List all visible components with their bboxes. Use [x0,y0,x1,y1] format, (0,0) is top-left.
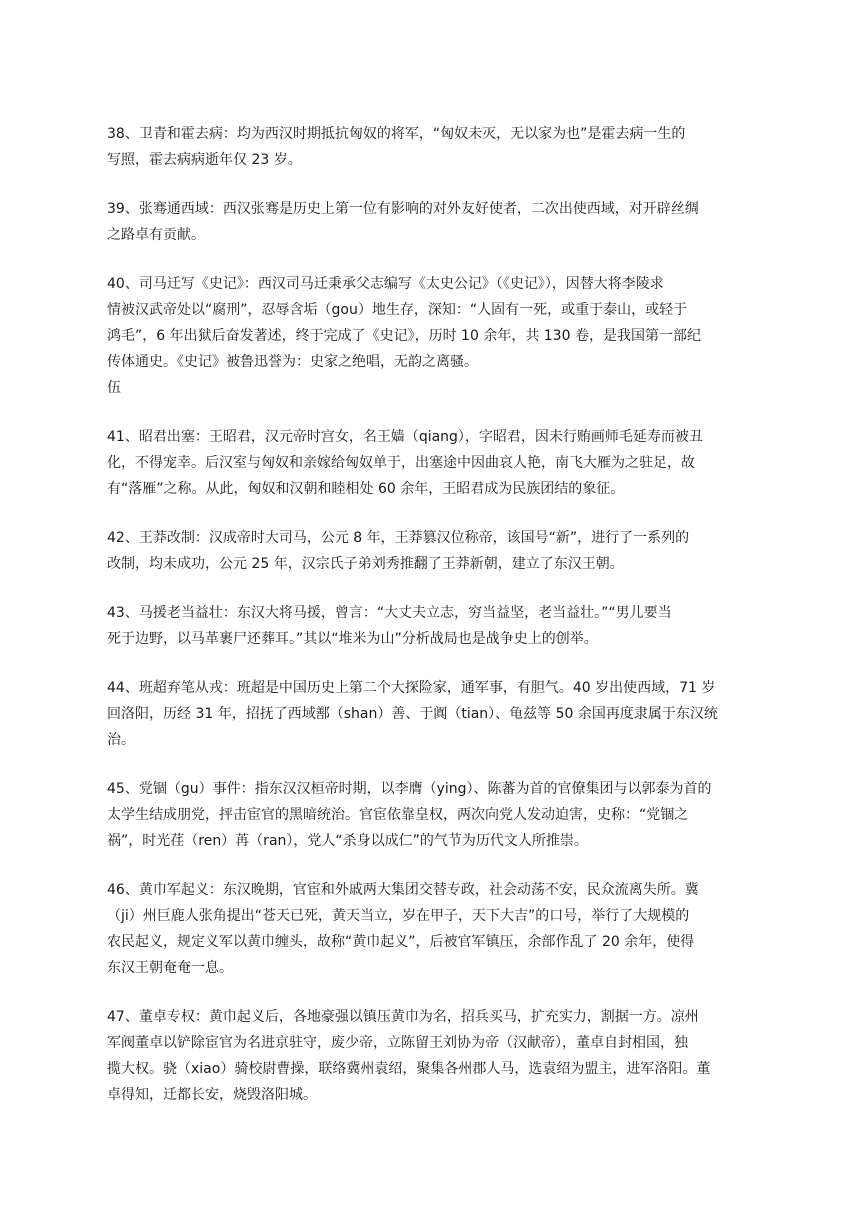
document-body [107,121,757,1131]
entry-line: 东汉王朝奄奄一息。 [107,960,233,976]
entry-47 [107,1004,757,1108]
stray-character: 伍 [107,380,121,396]
entry-line: 卓得知，迁都长安，烧毁洛阳城。 [107,1087,317,1103]
entry-line: 农民起义，规定义军以黄巾缠头，故称“黄巾起义”，后被官军镇压，余部作乱了 20 余年，使得 [107,934,695,950]
entry-44 [107,675,757,753]
entry-line: 化，不得宠幸。后汉室与匈奴和亲嫁给匈奴单于，出塞途中因曲哀人艳，南飞大雁为之驻足，故 [107,455,695,471]
entry-line: 有“落雁”之称。从此，匈奴和汉朝和睦相处 60 余年，王昭君成为民族团结的象征。 [107,481,625,497]
entry-line: 传体通史。《史记》被鲁迅誉为：史家之绝唱，无韵之离骚。 [107,354,478,370]
entry-line: 39、张骞通西域：西汉张骞是历史上第一位有影响的对外友好使者，二次出使西域，对开辟丝绸 [107,201,699,217]
entry-line: 治。 [107,732,135,748]
entry-line: 47、董卓专权：黄巾起义后，各地豪强以镇压黄巾为名，招兵买马，扩充实力，割据一方。凉州 [107,1009,699,1025]
entry-line: 写照，霍去病病逝年仅 23 岁。 [107,152,302,168]
entry-line: 军阀董卓以铲除宦官为名进京驻守，废少帝，立陈留王刘协为帝（汉献帝），董卓自封相国，独 [107,1035,688,1051]
entry-39 [107,196,757,248]
entry-line: 鸿毛”，6 年出狱后奋发著述，终于完成了《史记》，历时 10 余年，共 130 卷，是我国第一部纪 [107,328,701,344]
entry-line: 太学生结成朋党，抨击宦官的黑暗统治。官宦依靠皇权，两次向党人发动迫害，史称：“党锢之 [107,807,689,823]
entry-line: 祸”，时光荏（ren）苒（ran），党人“杀身以成仁”的气节为历代文人所推崇。 [107,833,588,849]
entry-43 [107,600,757,652]
entry-41 [107,424,757,502]
entry-line: 情被汉武帝处以“腐刑”，忍辱含垢（gou）地生存，深知：“人固有一死，或重于泰山，或轻于 [107,302,688,318]
entry-line: 41、昭君出塞：王昭君，汉元帝时宫女，名王嫱（qiang），字昭君，因未行贿画师毛延寿而被丑 [107,429,703,445]
entry-line: 改制，均未成功，公元 25 年，汉宗氏子弟刘秀推翻了王莽新朝，建立了东汉王朝。 [107,556,624,572]
entry-42 [107,525,757,577]
entry-40 [107,271,757,375]
entry-line: 40、司马迁写《史记》：西汉司马迁秉承父志编写《太史公记》（《史记》），因替大将李陵求 [107,276,664,292]
entry-line: 死于边野，以马革裹尸还葬耳。”其以“堆米为山”分析战局也是战争史上的创举。 [107,631,598,647]
entry-45 [107,776,757,854]
entry-line: 46、黄巾军起义：东汉晚期，官宦和外戚两大集团交替专政，社会动荡不安，民众流离失所。冀 [107,882,699,898]
entry-line: 42、王莽改制：汉成帝时大司马，公元 8 年，王莽篡汉位称帝，该国号“新”，进行了一系列的 [107,530,690,546]
entry-line: 之路卓有贡献。 [107,227,205,243]
entry-line: 揽大权。骁（xiao）骑校尉曹操，联络冀州袁绍，聚集各州郡人马，选袁绍为盟主，进军洛阳。董 [107,1061,711,1077]
entry-line: 回洛阳，历经 31 年，招抚了西域鄯（shan）善、于阗（tian）、龟兹等 50 余国再度隶属于东汉统 [107,706,718,722]
entry-line: 45、党锢（gu）事件：指东汉汉桓帝时期，以李膺（ying）、陈蕃为首的官僚集团与以郭泰为首的 [107,781,712,797]
entry-line: 43、马援老当益壮：东汉大将马援，曾言：“大丈夫立志，穷当益坚，老当益壮。”“男儿要当 [107,605,672,621]
entry-line: 38、卫青和霍去病：均为西汉时期抵抗匈奴的将军，“匈奴未灭，无以家为也”是霍去病一生的 [107,126,686,142]
entry-38 [107,121,757,173]
entry-46 [107,877,757,981]
entry-line: 44、班超弃笔从戎：班超是中国历史上第二个大探险家，通军事，有胆气。40 岁出使西域，71 岁 [107,680,716,696]
entry-line: （ji）州巨鹿人张角提出“苍天已死，黄天当立，岁在甲子，天下大吉”的口号，举行了大规模的 [107,908,690,924]
